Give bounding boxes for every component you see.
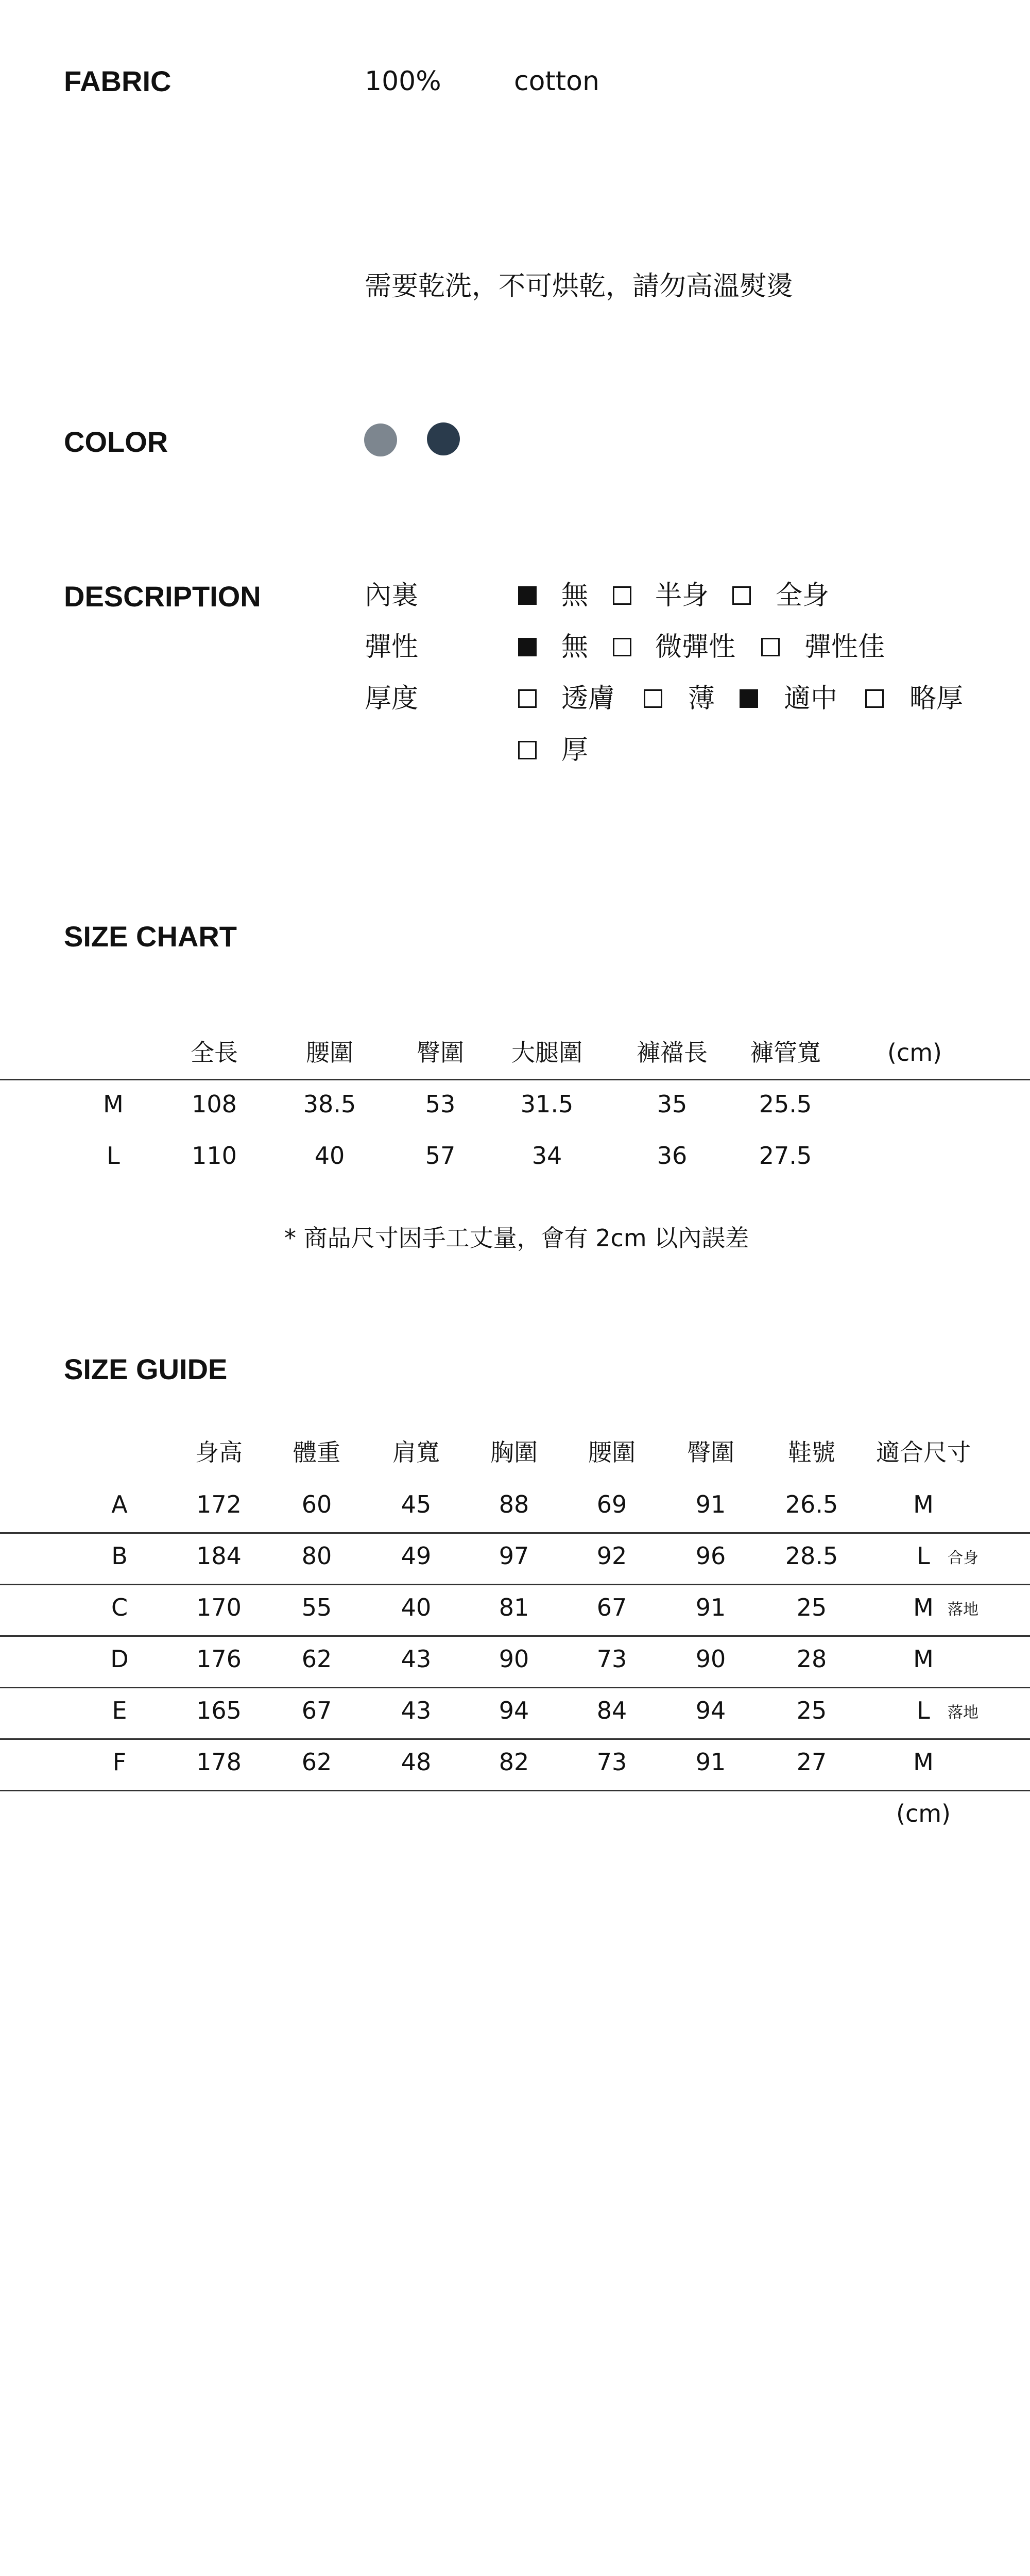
option-elasticity-slight: 微彈性 [655,632,736,663]
size-guide-cell: 73 [596,1748,627,1776]
table-divider [0,1532,1030,1534]
measurement-note: * 商品尺寸因手工丈量，會有 2cm 以內誤差 [284,1224,749,1252]
size-guide-cell: 48 [401,1748,432,1776]
size-guide-header: 肩寬 [392,1438,440,1466]
size-chart-cell: 57 [425,1142,456,1170]
size-guide-cell: 25 [796,1594,827,1621]
checkbox-thickness-thick [518,741,537,759]
fit-note: 合身 [948,1549,978,1567]
size-guide-cell: 67 [596,1594,627,1621]
size-guide-cell: 94 [695,1697,726,1724]
elasticity-label: 彈性 [365,632,419,663]
size-guide-cell: 67 [301,1697,332,1724]
size-chart-cell: 110 [192,1142,237,1170]
size-guide-cell: 176 [196,1645,242,1673]
size-guide-cell: 91 [695,1748,726,1776]
color-swatch-navy[interactable] [427,422,460,455]
checkbox-thickness-slightly-thick [865,689,884,708]
table-divider [0,1079,1030,1080]
size-guide-cell: 96 [695,1542,726,1570]
model-label: D [110,1645,129,1673]
size-guide-header: 適合尺寸 [876,1438,971,1466]
checkbox-thickness-thin [644,689,662,708]
size-guide-cell: 92 [596,1542,627,1570]
size-guide-cell: 73 [596,1645,627,1673]
fit-size: L [917,1697,930,1724]
size-chart-cell: 27.5 [759,1142,812,1170]
size-guide-cell: 90 [695,1645,726,1673]
size-guide-cell: 94 [499,1697,529,1724]
fit-size: M [913,1748,934,1776]
table-divider [0,1584,1030,1585]
size-guide-cell: 28 [796,1645,827,1673]
size-chart-cell: 35 [657,1090,688,1118]
size-guide-header: 體重 [293,1438,340,1466]
size-guide-cell: 25 [796,1697,827,1724]
fit-size: L [917,1542,930,1570]
checkbox-thickness-sheer [518,689,537,708]
table-divider [0,1790,1030,1791]
size-chart-cell: 40 [314,1142,345,1170]
fit-note: 落地 [948,1704,978,1722]
lining-label: 內裏 [365,580,419,611]
size-guide-cell: 69 [596,1490,627,1518]
size-chart-header: 臀圍 [417,1039,464,1066]
model-label: A [111,1490,128,1518]
description-heading: DESCRIPTION [64,580,261,613]
size-guide-cell: 84 [596,1697,627,1724]
size-guide-cell: 60 [301,1490,332,1518]
size-guide-header: 鞋號 [788,1438,835,1466]
model-label: E [112,1697,127,1724]
size-guide-header: 腰圍 [588,1438,636,1466]
fabric-percent: 100% [365,66,441,97]
size-guide-cell: 45 [401,1490,432,1518]
checkbox-lining-half [613,586,631,605]
fit-note: 落地 [948,1601,978,1619]
size-guide-unit: (cm) [896,1800,951,1827]
model-label: F [112,1748,127,1776]
size-chart-cell: 36 [657,1142,688,1170]
checkbox-lining-none [518,586,537,605]
checkbox-elasticity-good [761,638,780,656]
size-guide-cell: 27 [796,1748,827,1776]
size-guide-cell: 82 [499,1748,529,1776]
option-lining-half: 半身 [655,580,709,611]
color-swatch-gray[interactable] [364,423,397,456]
option-thickness-slightly-thick: 略厚 [909,683,964,714]
size-guide-cell: 26.5 [785,1490,838,1518]
option-lining-full: 全身 [776,580,830,611]
size-guide-cell: 62 [301,1645,332,1673]
size-chart-header: 腰圍 [306,1039,353,1066]
model-label: C [111,1594,128,1621]
size-guide-cell: 43 [401,1697,432,1724]
checkbox-elasticity-slight [613,638,631,656]
care-instructions: 需要乾洗，不可烘乾，請勿高溫熨燙 [365,271,794,302]
size-chart-cell: 34 [531,1142,562,1170]
size-chart-heading: SIZE CHART [64,920,237,953]
size-guide-heading: SIZE GUIDE [64,1353,228,1385]
option-elasticity-none: 無 [561,632,589,663]
size-guide-cell: 90 [499,1645,529,1673]
option-thickness-medium: 適中 [784,683,838,714]
size-guide-cell: 170 [196,1594,242,1621]
size-guide-cell: 88 [499,1490,529,1518]
option-thickness-thick: 厚 [561,735,589,766]
size-guide-cell: 91 [695,1490,726,1518]
size-chart-cell: 25.5 [759,1090,812,1118]
option-thickness-thin: 薄 [688,683,715,714]
checkbox-elasticity-none [518,638,537,656]
size-chart-header: 大腿圍 [511,1039,582,1066]
size-guide-cell: 172 [196,1490,242,1518]
size-guide-header: 臀圍 [687,1438,734,1466]
table-divider [0,1687,1030,1688]
size-guide-cell: 165 [196,1697,242,1724]
size-guide-cell: 184 [196,1542,242,1570]
fabric-material: cotton [514,66,599,97]
size-chart-header: 褲管寬 [750,1039,821,1066]
fit-size: M [913,1594,934,1621]
color-heading: COLOR [64,426,168,458]
size-guide-cell: 178 [196,1748,242,1776]
size-guide-cell: 80 [301,1542,332,1570]
thickness-label: 厚度 [365,683,419,714]
size-chart-unit: (cm) [887,1039,942,1066]
size-chart-size-label: M [103,1090,124,1118]
size-chart-header: 全長 [191,1039,238,1066]
size-chart-cell: 53 [425,1090,456,1118]
checkbox-thickness-medium [740,689,758,708]
size-guide-cell: 91 [695,1594,726,1621]
size-chart-size-label: L [107,1142,120,1170]
model-label: B [111,1542,128,1570]
size-chart-cell: 38.5 [303,1090,356,1118]
size-chart-cell: 108 [192,1090,237,1118]
table-divider [0,1635,1030,1637]
size-guide-cell: 43 [401,1645,432,1673]
size-guide-header: 胸圍 [490,1438,538,1466]
checkbox-lining-full [732,586,751,605]
size-guide-cell: 49 [401,1542,432,1570]
option-lining-none: 無 [561,580,589,611]
fit-size: M [913,1490,934,1518]
size-guide-cell: 62 [301,1748,332,1776]
size-guide-cell: 81 [499,1594,529,1621]
size-guide-cell: 97 [499,1542,529,1570]
fabric-heading: FABRIC [64,65,171,97]
table-divider [0,1738,1030,1740]
size-chart-header: 褲襠長 [637,1039,708,1066]
size-guide-cell: 28.5 [785,1542,838,1570]
option-elasticity-good: 彈性佳 [804,632,885,663]
size-chart-cell: 31.5 [520,1090,574,1118]
size-guide-header: 身高 [195,1438,243,1466]
size-guide-cell: 55 [301,1594,332,1621]
option-thickness-sheer: 透膚 [561,683,615,714]
fit-size: M [913,1645,934,1673]
size-guide-cell: 40 [401,1594,432,1621]
